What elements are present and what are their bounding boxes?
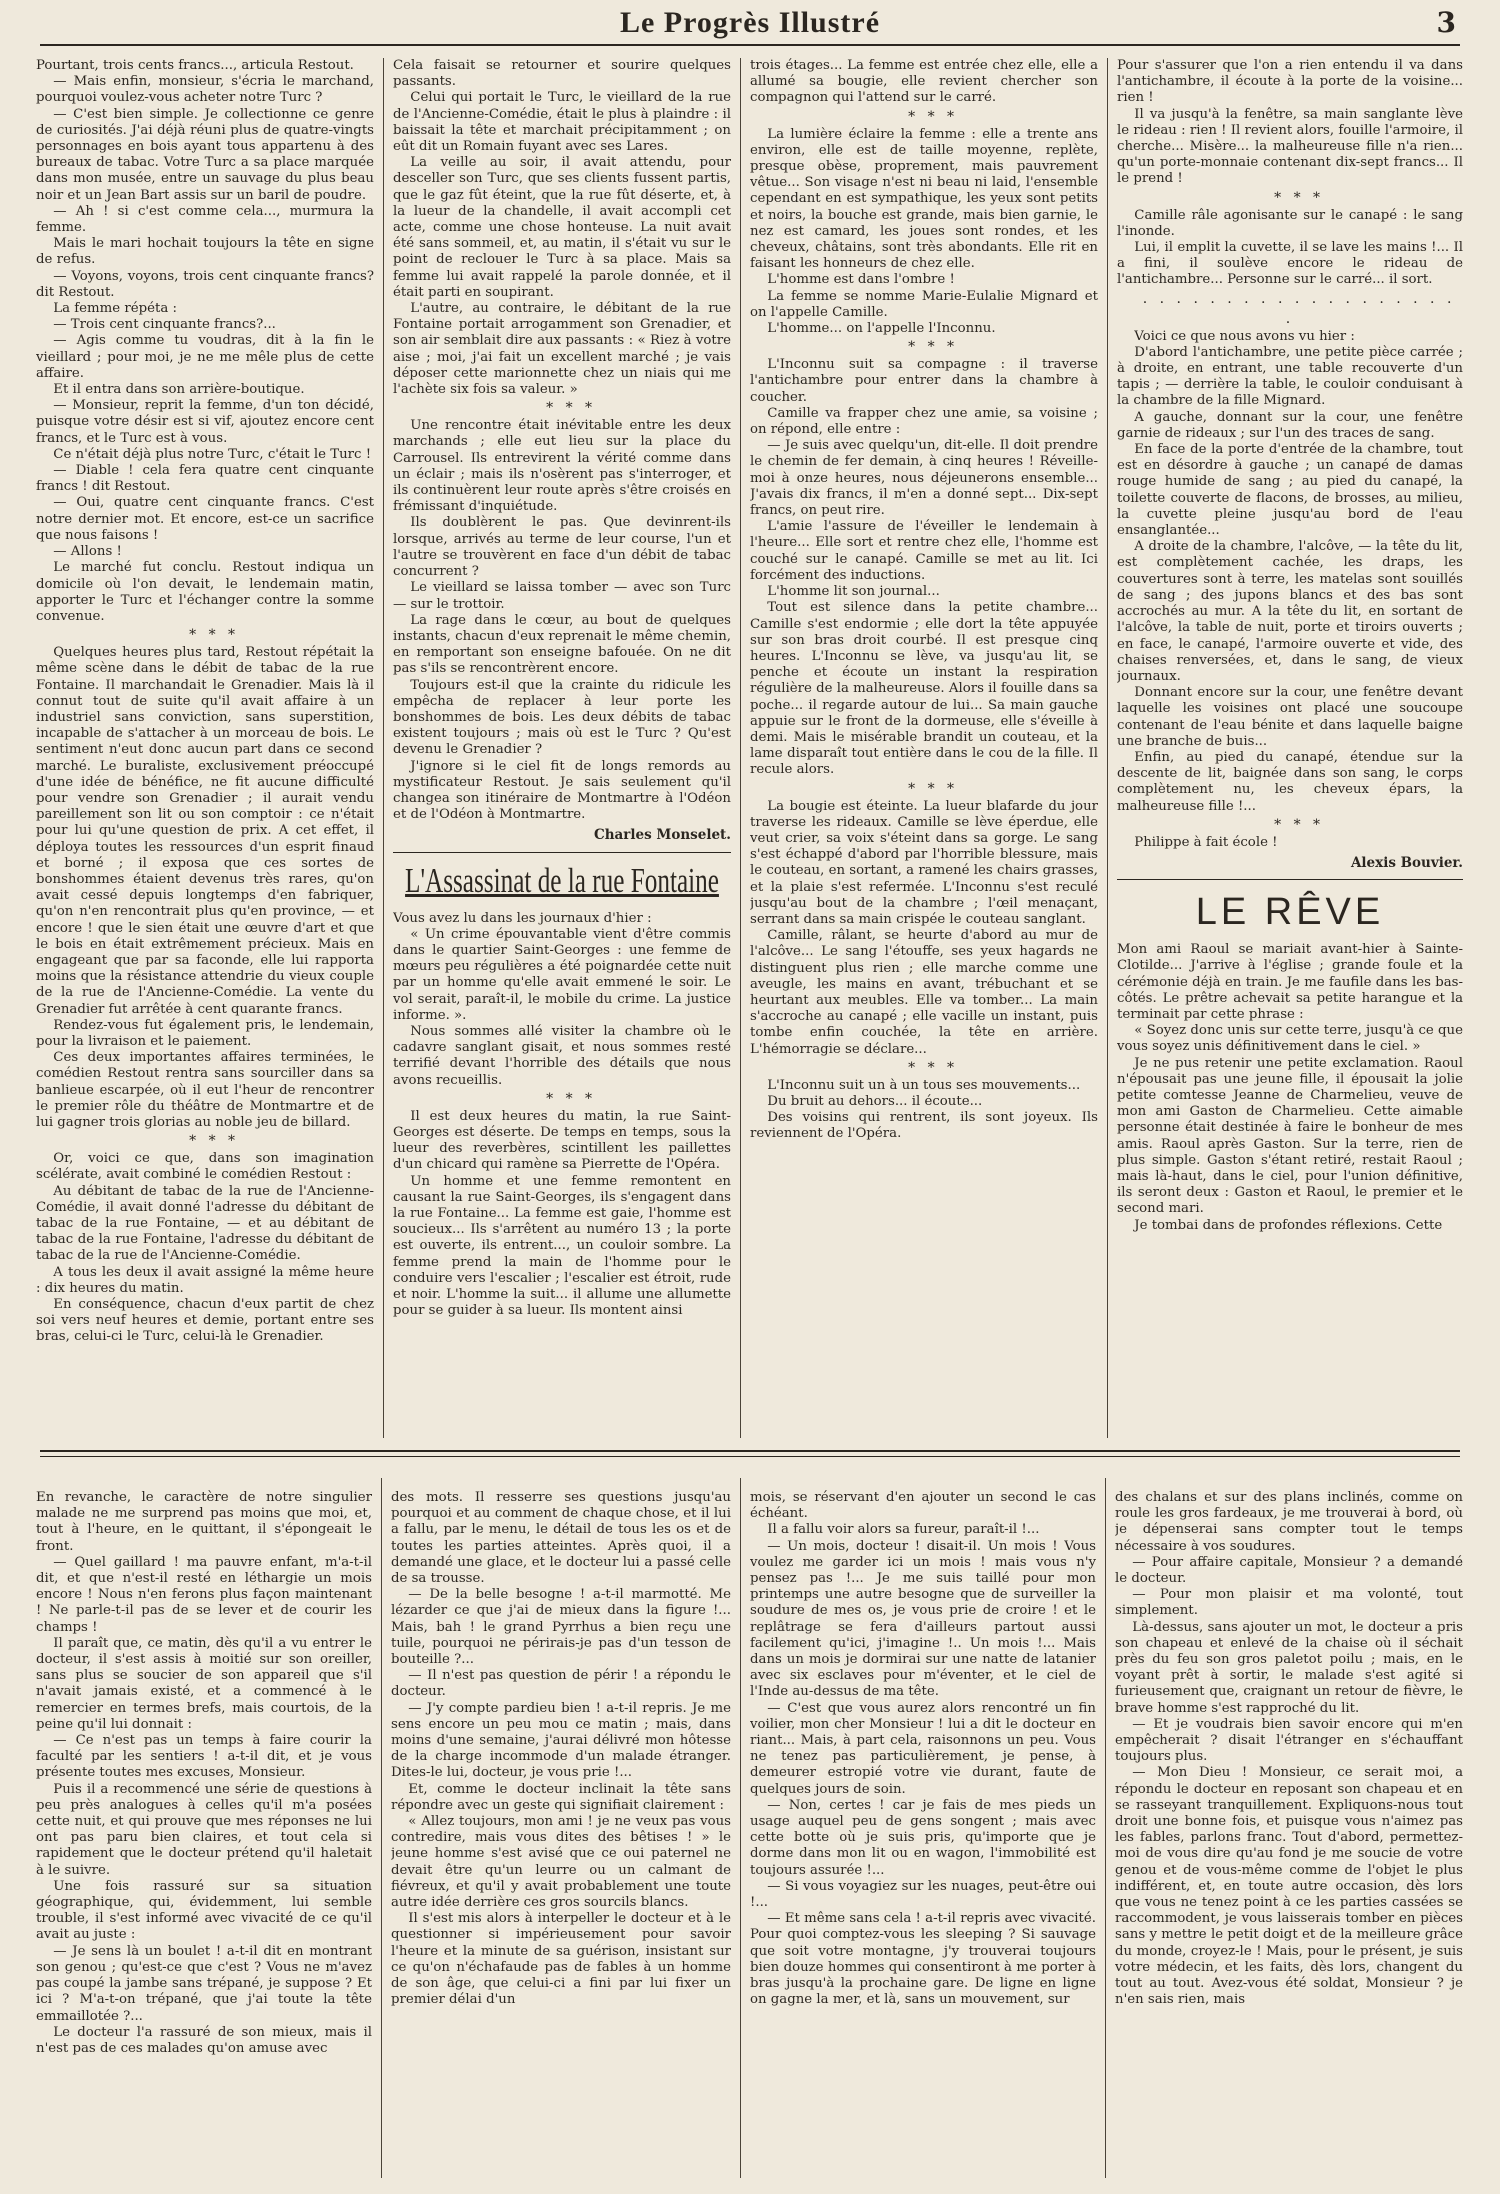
section-break: * * * — [546, 400, 597, 417]
feuilleton-paragraph: Il a fallu voir alors sa fureur, paraît-il !... — [767, 1522, 1040, 1538]
monselet-paragraph: La femme répéta : — [53, 301, 177, 317]
column-assassinat-2 — [750, 58, 1098, 1438]
monselet-paragraph: Quelques heures plus tard, Restout répétait la même scène dans le débit de tabac de la rue Fontaine. Il marchandait le Grenadier. Mais là il connut tout de suite qu'il avait affaire à un industriel sans conviction, sans superstition, incapable de s'attacher à un morceau de bois. Le sentiment n'eut donc aucun part dans ce second marché. Le buraliste, exclusivement préoccupé d'une idée de bénéfice, ne fit aucune difficulté pour vendre son Grenadier ; il aurait vendu pareillement son lit ou son comptoir : ce n'était pour lui qu'une question de prix. A cet effet, il déploya toutes les ressources d'un esprit finaud et borné ; il exposa que ces sortes de bonshommes étaient devenus très rares, qu'on avait cessé depuis longtemps d'en fabriquer, qu'on n'en rencontrait plus qu'en province, — et encore ! que le sien était une œuvre d'art et que le bois en était extrêmement précieux. Mais en engageant que par sa faconde, elle lui rapporta moins que la résistance attendrie du vieux couple de la rue de l'Ancienne-Comédie. La vente du Grenadier fut arrêtée à cent quarante francs. — [36, 645, 374, 1017]
feuilleton-paragraph: des chalans et sur des plans inclinés, comme on roule les gros fardeaux, je me trouverai à bord, où je dépenserai sans compter tout le temps nécessaire à vos soudures. — [1115, 1490, 1463, 1554]
feuilleton-paragraph: — Quel gaillard ! ma pauvre enfant, m'a-t-il dit, et que n'est-il resté en léthargie un mois encore ! Nous n'en ferons plus façon maintenant ! Ne parle-t-il pas de se lever et de courir les champs ! — [36, 1554, 372, 1635]
column-feuilleton-4 — [1115, 1490, 1463, 2180]
feuilleton-paragraph: Il paraît que, ce matin, dès qu'il a vu entrer le docteur, il s'est assis à moitié sur son oreiller, sans plus se soucier de son appareil que s'il n'avait jamais existé, et a commencé à le remercier en termes brefs, mais courtois, de la peine qu'il lui donnait : — [36, 1635, 372, 1732]
monselet-paragraph: La rage dans le cœur, au bout de quelques instants, chacun d'eux reprenait le même chemin, en remportant son enseigne bafouée. On ne dit pas s'ils se rencontrèrent encore. — [393, 612, 731, 677]
assassinat-paragraph: Nous sommes allé visiter la chambre où le cadavre sanglant gisait, et nous sommes resté terrifié devant l'horrible des détails que nous avons recueillis. — [393, 1023, 731, 1088]
author-signature: Charles Monselet. — [593, 827, 731, 844]
assassinat-paragraph: L'homme... on l'appelle l'Inconnu. — [767, 321, 996, 337]
feuilleton-paragraph: Là-dessus, sans ajouter un mot, le docteur a pris son chapeau et enlevé de la chaise où il séchait près du feu son gros paletot poilu ; mais, en le voyant prêt à sortir, le malade s'est agité si furieusement que, craignant un retour de fièvre, le brave homme s'est rapproché du lit. — [1115, 1619, 1463, 1716]
reve-paragraph: Je tombai dans de profondes réflexions. Cette — [1134, 1217, 1443, 1233]
monselet-paragraph: Ils doublèrent le pas. Que devinrent-ils lorsque, arrivés au terme de leur course, l'un et l'autre se trouvèrent en face d'un débit de tabac concurrent ? — [393, 515, 731, 580]
section-break: * * * — [546, 1090, 597, 1107]
assassinat-paragraph: trois étages... La femme est entrée chez elle, elle a allumé sa bougie, elle revient chercher son compagnon qui l'attend sur le carré. — [750, 58, 1098, 106]
assassinat-paragraph: Camille râle agonisante sur le canapé : le sang l'inonde. — [1117, 207, 1463, 239]
monselet-paragraph: A tous les deux il avait assigné la même heure : dix heures du matin. — [36, 1264, 374, 1296]
feuilleton-paragraph: — J'y compte pardieu bien ! a-t-il repris. Je me sens encore un peu mou ce matin ; mais, dans moins d'une semaine, j'aurai délivré mon hôtesse de la charge incommode d'un malade étranger. Dites-le lui, docteur, je vous prie !... — [391, 1700, 731, 1781]
feuilleton-paragraph: — Mon Dieu ! Monsieur, ce serait moi, a répondu le docteur en reposant son chapeau et en se rasseyant tranquillement. Expliquons-nous tout droit une bonne fois, et puisque vous n'aimez pas les fables, parlons franc. Tout d'abord, permettez-moi de vous dire qu'au fond je me soucie de votre genou et de vous-même comme de l'objet le plus indifférent, et, en toute autre occasion, dès lors que vous ne tenez point à ce les parties cassées se raccommodent, je vous laisserais tomber en pièces sans y mettre le petit doigt et de la meilleure grâce du monde, croyez-le ! Mais, pour le présent, je suis votre médecin, et les faits, dès lors, changent du tout au tout. Avez-vous été soldat, Monsieur ? je n'en sais rien, mais — [1115, 1765, 1463, 2008]
assassinat-paragraph: Il va jusqu'à la fenêtre, sa main sanglante lève le rideau : rien ! Il revient alors, fouille l'armoire, il cherche... Misère... la malheureuse fille n'a rien... qu'un porte-monnaie contenant dix-sept francs... Il le prend ! — [1117, 106, 1463, 187]
assassinat-paragraph: Camille va frapper chez une amie, sa voisine ; on répond, elle entre : — [750, 405, 1098, 438]
column-feuilleton-2 — [391, 1490, 731, 2180]
monselet-paragraph: Au débitant de tabac de la rue de l'Ancienne-Comédie, il avait donné l'adresse du débitant de tabac de la rue Fontaine, — et au débitant de tabac de la rue Fontaine, l'adresse du débitant de tabac de la rue de l'Ancienne-Comédie. — [36, 1183, 374, 1264]
feuilleton-paragraph: — Non, certes ! car je fais de mes pieds un usage auquel peu de gens songent ; mais avec cette botte où je suis pris, qu'importe que je dorme dans mon lit ou en wagon, l'immobilité est toujours assurée !... — [750, 1797, 1096, 1878]
feuilleton-paragraph: — Pour mon plaisir et ma volonté, tout simplement. — [1115, 1587, 1463, 1619]
monselet-paragraph: — Allons ! — [53, 544, 122, 560]
article-divider — [393, 852, 731, 853]
assassinat-paragraph: Un homme et une femme remontent en causant la rue Saint-Georges, ils s'engagent dans la rue Fontaine... La femme est gaie, l'homme est soucieux... Ils s'arrêtent au numéro 13 ; la porte est ouverte, ils entrent..., un couloir sombre. La femme prend la main de l'homme pour le conduire vers l'escalier ; l'escalier est étroit, rude et noir. L'homme la suit... il allume une allumette pour se guider à sa lueur. Ils montent ainsi — [393, 1173, 731, 1319]
author-signature: Alexis Bouvier. — [1350, 854, 1463, 871]
monselet-paragraph: Toujours est-il que la crainte du ridicule les empêcha de replacer à leur porte les bonshommes de bois. Les deux débits de tabac existent toujours ; mais où est le Turc ? Qu'est devenu le Grenadier ? — [393, 677, 731, 758]
feuilleton-paragraph: des mots. Il resserre ses questions jusqu'au pourquoi et au comment de chaque chose, et il lui a fallu, par le menu, le détail de tous les os et de toutes les parties atteintes. Après quoi, il a demandé une glace, et le docteur lui a passé celle de sa trousse. — [391, 1490, 731, 1587]
assassinat-paragraph: Enfin, au pied du canapé, étendue sur la descente de lit, baignée dans son sang, le corps complètement nu, les cheveux épars, la malheureuse fille !... — [1117, 749, 1463, 814]
monselet-paragraph: Le marché fut conclu. Restout indiqua un domicile où l'on devait, le lendemain matin, apporter le Turc et l'échanger contre la somme convenue. — [36, 560, 374, 624]
monselet-paragraph: Or, voici ce que, dans son imagination scélérate, avait combiné le comédien Restout : — [36, 1151, 374, 1183]
feuilleton-paragraph: Et, comme le docteur inclinait la tête sans répondre avec un geste qui signifiait clairement : — [391, 1781, 731, 1813]
column-rule — [381, 1478, 382, 2178]
section-break: * * * — [908, 1059, 959, 1076]
monselet-paragraph: — Agis comme tu voudras, dit à la fin le vieillard ; pour moi, je ne me mêle plus de cette affaire. — [36, 333, 374, 381]
assassinat-paragraph: D'abord l'antichambre, une petite pièce carrée ; à droite, en entrant, une table recouverte d'un tapis ; — derrière la table, le couloir conduisant à la chambre de la fille Mignard. — [1117, 344, 1463, 409]
feuilleton-paragraph: — De la belle besogne ! a-t-il marmotté. Me lézarder ce que j'ai de mieux dans la figure !... Mais, bah ! le grand Pyrrhus a bien reçu une tuile, pourquoi ne périrais-je pas d'un tesson de bouteille ?... — [391, 1587, 731, 1668]
feuilleton-paragraph: — Si vous voyagiez sur les nuages, peut-être oui !... — [750, 1878, 1096, 1911]
reve-paragraph: Mon ami Raoul se mariait avant-hier à Sainte-Clotilde... J'arrive à l'église ; grande foule et la cérémonie déjà en train. Je me faufile dans les bas-côtés. Le prêtre achevait sa petite harangue et la terminait par cette phrase : — [1117, 942, 1463, 1022]
assassinat-paragraph: A gauche, donnant sur la cour, une fenêtre garnie de rideaux ; sur l'un des traces de sang. — [1117, 409, 1463, 441]
column-rule — [383, 58, 384, 1438]
section-break: * * * — [1274, 816, 1325, 833]
monselet-paragraph: — Diable ! cela fera quatre cent cinquante francs ! dit Restout. — [36, 463, 374, 495]
article-divider — [1117, 879, 1463, 880]
feuilleton-paragraph: Une fois rassuré sur sa situation géographique, qui, évidemment, lui semble trouble, il s'est informé avec vivacité de ce qu'il avait au juste : — [36, 1878, 372, 1943]
feuilleton-paragraph: mois, se réservant d'en ajouter un second le cas échéant. — [750, 1490, 1096, 1522]
monselet-paragraph: — C'est bien simple. Je collectionne ce genre de curiosités. J'ai déjà réuni plus de quatre-vingts personnages en bois ayant tous appartenu à des bureaux de tabac. Votre Turc a sa place marquée dans mon musée, entre un sauvage du plus beau noir et un Jean Bart assis sur un baril de poudre. — [36, 106, 374, 203]
section-break: * * * — [908, 108, 959, 125]
section-break: * * * — [189, 1133, 240, 1150]
feuilleton-paragraph: Le docteur l'a rassuré de son mieux, mais il n'est pas de ces malades qu'on amuse avec — [36, 2024, 372, 2056]
feuilleton-paragraph: — Pour affaire capitale, Monsieur ? a demandé le docteur. — [1115, 1554, 1463, 1587]
assassinat-paragraph: Philippe à fait école ! — [1134, 834, 1278, 850]
feuilleton-paragraph: — Ce n'est pas un temps à faire courir la faculté par les sentiers ! a-t-il dit, et je vous présente toutes mes excuses, Monsieur. — [36, 1733, 372, 1781]
monselet-paragraph: L'autre, au contraire, le débitant de la rue Fontaine portait arrogamment son Grenadier, et son air semblait dire aux passants : « Riez à votre aise ; moi, j'ai fait un excellent marché ; je vais déposer cette marionnette chez un niais qui me l'achète six fois sa valeur. » — [393, 301, 731, 398]
monselet-paragraph: Pourtant, trois cents francs..., articula Restout. — [36, 58, 354, 73]
assassinat-paragraph: Des voisins qui rentrent, ils sont joyeux. Ils reviennent de l'Opéra. — [750, 1110, 1098, 1142]
assassinat-paragraph: Pour s'assurer que l'on a rien entendu il va dans l'antichambre, il écoute à la porte de la voisine... rien ! — [1117, 58, 1463, 106]
section-divider — [40, 1450, 1460, 1452]
assassinat-paragraph: Du bruit au dehors... il écoute... — [767, 1093, 983, 1109]
assassinat-paragraph: L'Inconnu suit un à un tous ses mouvements... — [767, 1077, 1081, 1093]
feuilleton-paragraph: — Un mois, docteur ! disait-il. Un mois ! Vous voulez me garder ici un mois ! mais vous n'y pensez pas !... Je me suis taillé pour mon printemps une autre besogne que de surveiller la soudure de mes os, je vous prie de croire ! et le replâtrage se fera d'ailleurs partout aussi facilement qu'ici, j'imagine !.. Un mois !... Mais dans un mois je dormirai sur une natte de latanier avec six esclaves pour m'éventer, et le ciel de l'Inde au-dessus de ma tête. — [750, 1538, 1096, 1700]
monselet-paragraph: — Monsieur, reprit la femme, d'un ton décidé, puisque votre désir est si vif, ajoutez encore cent francs, et le Turc est à vous. — [36, 398, 374, 446]
monselet-paragraph: Le vieillard se laissa tomber — avec son Turc — sur le trottoir. — [393, 580, 731, 612]
monselet-paragraph: — Oui, quatre cent cinquante francs. C'est notre dernier mot. Et encore, est-ce un sacrifice que nous faisons ! — [36, 495, 374, 543]
assassinat-paragraph: A droite de la chambre, l'alcôve, — la tête du lit, est complètement cachée, les draps, les couvertures sont à terre, les matelas sont souillés de sang ; des jupons blancs et des bas sont accrochés au mur. A la tête du lit, en sortant de l'alcôve, la table de nuit, porte et tiroirs ouverts ; en face, le canapé, l'armoire ouverte et vide, des chaises renversées, et, dans le sang, de vieux journaux. — [1117, 539, 1463, 684]
column-rule — [1105, 1478, 1106, 2178]
column-rule — [1107, 58, 1108, 1438]
assassinat-paragraph: L'amie l'assure de l'éveiller le lendemain à l'heure... Elle sort et rentre chez elle, l'homme est couché sur le canapé. Camille se met au lit. Ici forcément des inductions. — [750, 519, 1098, 583]
reve-paragraph: Je ne pus retenir une petite exclamation. Raoul n'épousait pas une jeune fille, il épousait la jolie petite comtesse Jeanne de Charmelieu, veuve de mon ami Gaston de Charmelieu. Cette aimable personne était destinée à faire le bonheur de mes amis. Raoul après Gaston. Sur la terre, rien de plus simple. Gaston s'étant retiré, restait Raoul ; mais là-haut, dans le ciel, pour l'union définitive, ils seront deux : Gaston et Raoul, le premier et le second mari. — [1117, 1055, 1463, 1217]
feuilleton-paragraph: — Et même sans cela ! a-t-il repris avec vivacité. Pour quoi comptez-vous les sleeping ? Si sauvage que soit votre montagne, j'y trouverai toujours bien douze hommes qui consentiront à me porter à bras jusqu'à la prochaine gare. De ligne en ligne on gagne la mer, et là, sans un mouvement, sur — [750, 1911, 1096, 2008]
monselet-paragraph: Celui qui portait le Turc, le vieillard de la rue de l'Ancienne-Comédie, était le plus à plaindre : il baissait la tête et marchait précipitamment ; on eût dit un Romain fuyant avec ses Lares. — [393, 90, 731, 155]
monselet-paragraph: Ces deux importantes affaires terminées, le comédien Restout rentra sans sourciller dans sa banlieue escarpée, où il eut l'heur de rencontrer le premier rôle du théâtre de Montmartre et de lui gagner trois glorias au noble jeu de billard. — [36, 1050, 374, 1130]
article-headline: LE RÊVE — [1195, 891, 1385, 934]
monselet-paragraph: Rendez-vous fut également pris, le lendemain, pour la livraison et le paiement. — [36, 1017, 374, 1049]
assassinat-paragraph: Donnant encore sur la cour, une fenêtre devant laquelle les voisines ont placé une soucoupe contenant de l'eau bénite et dans laquelle baigne une branche de buis... — [1117, 685, 1463, 749]
feuilleton-paragraph: — C'est que vous aurez alors rencontré un fin voilier, mon cher Monsieur ! lui a dit le docteur en riant... Mais, à part cela, raisonnons un peu. Vous ne tenez pas particulièrement, je pense, à demeurer estropié votre vie durant, faute de quelques jours de soin. — [750, 1700, 1096, 1797]
assassinat-paragraph: En face de la porte d'entrée de la chambre, tout est en désordre à gauche ; un canapé de damas rouge humide de sang ; au pied du canapé, la toilette couverte de flacons, de brosses, au milieu, la cuvette pleine jusqu'au bord de l'eau ensanglantée... — [1117, 442, 1463, 539]
feuilleton-paragraph: Il s'est mis alors à interpeller le docteur et à le questionner si impérieusement pour savoir l'heure et la minute de sa guérison, insistant sur ce qu'on n'échafaude pas de fables à un homme de son âge, que celui-ci a fini par lui fixer un premier délai d'un — [391, 1911, 731, 2008]
monselet-paragraph: Mais le mari hochait toujours la tête en signe de refus. — [36, 236, 374, 268]
article-headline: L'Assassinat de la rue Fontaine — [405, 860, 719, 900]
feuilleton-paragraph: « Allez toujours, mon ami ! je ne veux pas vous contredire, mais vous dites des bêtises ! » le jeune homme s'est avisé que ce oui paternel ne devait être qu'un leurre ou un calmant de fiévreux, et qu'il y avait probablement une toute autre idée derrière ces gros sourcils blancs. — [391, 1814, 731, 1911]
assassinat-paragraph: L'Inconnu suit sa compagne : il traverse l'antichambre pour entrer dans la chambre à coucher. — [750, 357, 1098, 405]
section-break: * * * — [908, 780, 959, 797]
monselet-paragraph: La veille au soir, il avait attendu, pour desceller son Turc, que ses clients fussent partis, que le gaz fût éteint, que la rue fût déserte, et, à la lueur de la chandelle, il avait accompli cet acte, comme une chose honteuse. La nuit avait été sans sommeil, et, au matin, il s'était vu sur le point de reclouer le Turc à sa place. Mais sa femme lui avait rappelé la parole donnée, et il était parti en soupirant. — [393, 155, 731, 300]
newspaper-title: Le Progrès Illustré — [619, 6, 881, 39]
section-break: * * * — [189, 627, 240, 644]
assassinat-paragraph: Camille, râlant, se heurte d'abord au mur de l'alcôve... Le sang l'étouffe, ses yeux hagards ne distinguent plus rien ; elle marche comme une aveugle, les mains en avant, trébuchant et se heurtant aux meubles. Elle va tomber... La main s'accroche au canapé ; elle vacille un instant, puis tombe enfin couchée, la tête en arrière. L'hémorragie se déclare... — [750, 928, 1098, 1057]
column-monselet-1 — [36, 58, 374, 1438]
monselet-paragraph: Et il entra dans son arrière-boutique. — [53, 382, 305, 398]
monselet-paragraph: J'ignore si le ciel fit de longs remords au mystificateur Restout. Je sais seulement qu'il changea son itinéraire de Montmartre à l'Odéon et de l'Odéon à Montmartre. — [393, 758, 731, 823]
column-rule — [740, 58, 741, 1438]
feuilleton-paragraph: — Je sens là un boulet ! a-t-il dit en montrant son genou ; qu'est-ce que c'est ? Vous ne m'avez pas coupé la jambe sans trépané, je suppose ? Et ici ? M'a-t-on trépané, que j'ai toute la tête emmaillotée ?... — [36, 1943, 372, 2024]
assassinat-paragraph: « Un crime épouvantable vient d'être commis dans le quartier Saint-Georges : une femme de mœurs peu régulières a été poignardée cette nuit par un homme qu'elle avait emmené le soir. Le vol serait, paraît-il, le mobile du crime. La justice informe. ». — [393, 926, 731, 1023]
assassinat-paragraph: L'homme lit son journal... — [767, 584, 940, 600]
assassinat-paragraph: L'homme est dans l'ombre ! — [767, 272, 955, 288]
monselet-paragraph: Cela faisait se retourner et sourire quelques passants. — [393, 58, 731, 90]
feuilleton-paragraph: — Et je voudrais bien savoir encore qui m'en empêcherait ? disait l'étranger en s'échauffant toujours plus. — [1115, 1716, 1463, 1765]
monselet-paragraph: Une rencontre était inévitable entre les deux marchands ; elle eut lieu sur la place du Carrousel. Ils entrevirent la vérité comme dans un éclair ; mais ils n'osèrent pas s'interroger, et ils continuèrent leur route après s'être croisés en frémissant d'inquiétude. — [393, 418, 731, 515]
feuilleton-paragraph: — Il n'est pas question de périr ! a répondu le docteur. — [391, 1668, 731, 1700]
assassinat-paragraph: La bougie est éteinte. La lueur blafarde du jour traverse les rideaux. Camille se lève éperdue, elle veut crier, sa voix s'éteint dans sa gorge. Le sang s'est échappé d'abord par l'horrible blessure, mais le couteau, en sortant, a ramené les chairs grasses, et la plaie s'est refermée. L'Inconnu s'est reculé jusqu'au bout de la chambre ; l'œil menaçant, serrant dans sa main crispée le couteau sanglant. — [750, 798, 1098, 927]
section-divider-thin — [40, 1456, 1460, 1457]
assassinat-paragraph: La femme se nomme Marie-Eulalie Mignard et on l'appelle Camille. — [750, 288, 1098, 320]
assassinat-paragraph: Voici ce que nous avons vu hier : — [1134, 328, 1355, 344]
feuilleton-paragraph: Puis il a recommencé une série de questions à peu près analogues à celles qu'il m'a posées cette nuit, et qui prouve que mes réponses ne lui ont pas paru bien claires, et tout cela si rapidement que le docteur prétend qu'il haletait à le suivre. — [36, 1781, 372, 1878]
monselet-paragraph: — Mais enfin, monsieur, s'écria le marchand, pourquoi voulez-vous acheter notre Turc ? — [36, 74, 374, 106]
monselet-paragraph: En conséquence, chacun d'eux partit de chez soi vers neuf heures et demie, portant entre ses bras, celui-ci le Turc, celui-là le Grenadier. — [36, 1297, 374, 1345]
column-feuilleton-3 — [750, 1490, 1096, 2180]
assassinat-paragraph: — Je suis avec quelqu'un, dit-elle. Il doit prendre le chemin de fer demain, à cinq heures ! Réveille-moi à onze heures, nous déjeunerons ensemble... J'avais dix francs, il m'en a donné sept... Dix-sept francs, on peut rire. — [750, 438, 1098, 519]
section-break: . . . . . . . . . . . . . . . . . . . . — [1142, 290, 1456, 327]
page-number: 3 — [1436, 6, 1456, 39]
assassinat-paragraph: Tout est silence dans la petite chambre... Camille s'est endormie ; elle dort la tête appuyée sur son bras droit courbé. Il est presque cinq heures. L'Inconnu se lève, va jusqu'au lit, se penche et écoute un instant la respiration régulière de la malheureuse. Alors il fouille dans sa poche... il regarde autour de lui... Sa main gauche appuie sur le front de la dormeuse, elle s'éveille à demi. Mais le misérable brandit un couteau, et la lame disparaît tout entière dans le cou de la fille. Il recule alors. — [750, 600, 1098, 778]
reve-paragraph: « Soyez donc unis sur cette terre, jusqu'à ce que vous soyez unis définitivement dans le ciel. » — [1117, 1023, 1463, 1055]
assassinat-paragraph: La lumière éclaire la femme : elle a trente ans environ, elle est de taille moyenne, replète, presque obèse, proprement, mais pauvrement vêtue... Son visage n'est ni beau ni laid, l'ensemble cependant en est sympathique, les yeux sont petits et noirs, la bouche est grande, mais bien garnie, le nez est camard, les joues sont rondes, et les cheveux, châtains, sont très abondants. Elle rit en faisant les honneurs de chez elle. — [750, 126, 1098, 272]
section-break: * * * — [1274, 189, 1325, 206]
assassinat-paragraph: Vous avez lu dans les journaux d'hier : — [393, 910, 652, 926]
monselet-paragraph: Ce n'était déjà plus notre Turc, c'était le Turc ! — [53, 446, 372, 462]
column-monselet-assassinat — [393, 58, 731, 1438]
section-break: * * * — [908, 339, 959, 356]
column-rule — [740, 1478, 741, 2178]
monselet-paragraph: — Voyons, voyons, trois cent cinquante francs? dit Restout. — [36, 268, 374, 300]
assassinat-paragraph: Lui, il emplit la cuvette, il se lave les mains !... Il a fini, il soulève encore le rideau de l'antichambre... Personne sur le carré... il sort. — [1117, 240, 1463, 288]
column-assassinat-reve — [1117, 58, 1463, 1438]
monselet-paragraph: — Ah ! si c'est comme cela..., murmura la femme. — [36, 203, 374, 236]
masthead — [40, 0, 1460, 46]
assassinat-paragraph: Il est deux heures du matin, la rue Saint-Georges est déserte. De temps en temps, sous la lueur des reverbères, scintillent les paillettes d'un chicard qui ramène sa Pierrette de l'Opéra. — [393, 1108, 731, 1173]
monselet-paragraph: — Trois cent cinquante francs?... — [53, 317, 276, 333]
column-feuilleton-1 — [36, 1490, 372, 2180]
feuilleton-paragraph: En revanche, le caractère de notre singulier malade ne me surprend pas moins que moi, et, tout à l'heure, en le quittant, il s'épongeait le front. — [36, 1490, 372, 1554]
